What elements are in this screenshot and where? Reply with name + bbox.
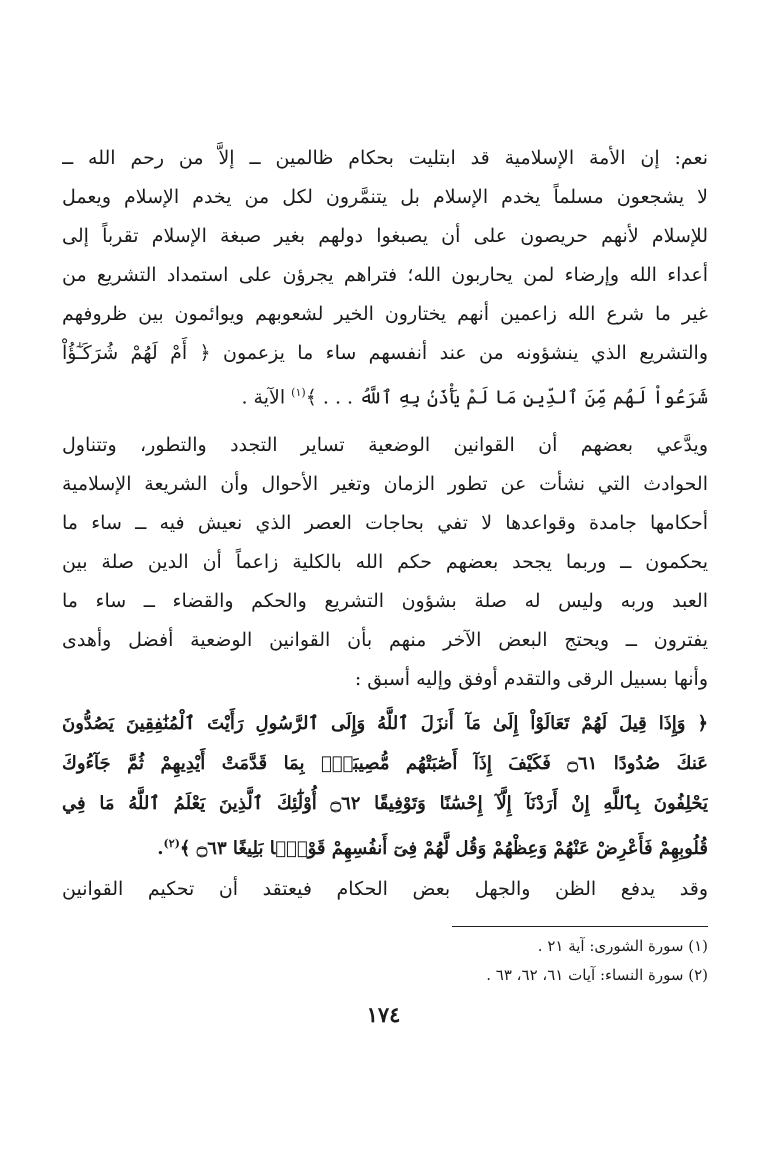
text-line: للإسلام لأنهم حريصون على أن يصبغوا دولهم بغير صبغة الإسلام تقرباً إلى xyxy=(62,225,708,247)
page-number: ١٧٤ xyxy=(366,1002,401,1027)
quran-verse: قُلُوبِهِمْ فَأَعْرِضْ عَنْهُمْ وَعِظْهُمْ وَقُل لَّهُمْ فِىٓ أَنفُسِهِمْ قَوْلًۢا بَلِيغًا ۝٦٣ ﴾ xyxy=(179,838,708,859)
line-tail: الآية . xyxy=(241,386,292,409)
text-line-last: وأنها بسبيل الرقى والتقدم أوفق وإليه أسبق : xyxy=(354,668,708,690)
text-line: أعداء الله وإرضاء لمن يحاربون الله؛ فتراهم يجرؤن على استمداد التشريع من xyxy=(62,264,708,286)
quran-passage xyxy=(62,704,708,864)
footnote-ref-2: (٢) xyxy=(163,837,180,850)
text-line: ويدَّعي بعضهم أن القوانين الوضعية تساير التجدد والتطور، وتتناول xyxy=(62,434,708,456)
text-line: العبد وربه وليس له صلة بشؤون التشريع والحكم والقضاء ــ ساء ما xyxy=(62,590,708,612)
text-line: والتشريع الذي ينشؤونه من عند أنفسهم ساء ما يزعمون ﴿ أَمْ لَهُمْ شُرَكَـٰٓؤُاْ xyxy=(62,342,708,364)
verse-line: يَحْلِفُونَ بِٱللَّهِ إِنْ أَرَدْنَآ إِلَّآ إِحْسَٰنًا وَتَوْفِيقًا ۝٦٢ أُوْلَٰٓئِكَ ٱلَّذِينَ يَعْلَمُ ٱللَّهُ مَا فِي xyxy=(62,793,708,814)
text-line: وقد يدفع الظن والجهل بعض الحكام فيعتقد أن تحكيم القوانين xyxy=(62,878,708,900)
verse-line: عَنكَ صُدُودًا ۝٦١ فَكَيْفَ إِذَآ أَصَٰبَتْهُم مُّصِيبَةٌۢ بِمَا قَدَّمَتْ أَيْدِيهِمْ ثُمَّ جَآءُوكَ xyxy=(62,753,708,774)
paragraph-1 xyxy=(62,139,708,412)
footnotes xyxy=(62,932,708,990)
verse-line-last xyxy=(62,824,708,864)
verse-line: ﴿ وَإِذَا قِيلَ لَهُمْ تَعَالَوْاْ إِلَىٰ مَآ أَنزَلَ ٱللَّهُ وَإِلَى ٱلرَّسُولِ رَأَيْتَ ٱلْمُنَٰفِقِينَ يَصُدُّونَ xyxy=(62,713,708,734)
text-line: الحوادث التي نشأت عن تطور الزمان وتغير الأحوال وأن الشريعة الإسلامية xyxy=(62,473,708,495)
text-line: يفترون ــ ويحتج البعض الآخر منهم بأن القوانين الوضعية أفضل وأهدى xyxy=(62,629,708,651)
text-line: لا يشجعون مسلماً يخدم الإسلام بل يتنمَّرون لكل من يخدم الإسلام ويعمل xyxy=(62,186,708,208)
footnote-1: (١) سورة الشورى: آية ٢١ . xyxy=(537,937,708,955)
text-line: أحكامها جامدة وقواعدها لا تفي بحاجات العصر الذي نعيش فيه ــ ساء ما xyxy=(62,512,708,534)
text-line: نعم: إن الأمة الإسلامية قد ابتليت بحكام ظالمين ــ إلاَّ من رحم الله ــ xyxy=(62,147,708,169)
text-line: غير ما شرع الله زاعمين أنهم يختارون الخير لشعوبهم ويوائمون بين ظروفهم xyxy=(62,303,708,325)
text-line: يحكمون ــ وربما يجحد بعضهم حكم الله بالكلية زاعماً أن الدين صلة بين xyxy=(62,551,708,573)
quran-verse: شَرَعُواْ لَهُم مِّنَ ٱلدِّينِ مَا لَمْ يَأْذَنۢ بِهِ ٱللَّهُ . . . ﴾ xyxy=(305,386,708,409)
line-tail: . xyxy=(157,838,164,859)
paragraph-2 xyxy=(62,426,708,699)
footnote-ref-1: (١) xyxy=(291,386,306,399)
paragraph-4 xyxy=(62,870,708,908)
footnote-divider xyxy=(452,926,708,927)
text-line-last xyxy=(62,373,708,412)
footnote-2: (٢) سورة النساء: آيات ٦١، ٦٢، ٦٣ . xyxy=(486,966,708,984)
